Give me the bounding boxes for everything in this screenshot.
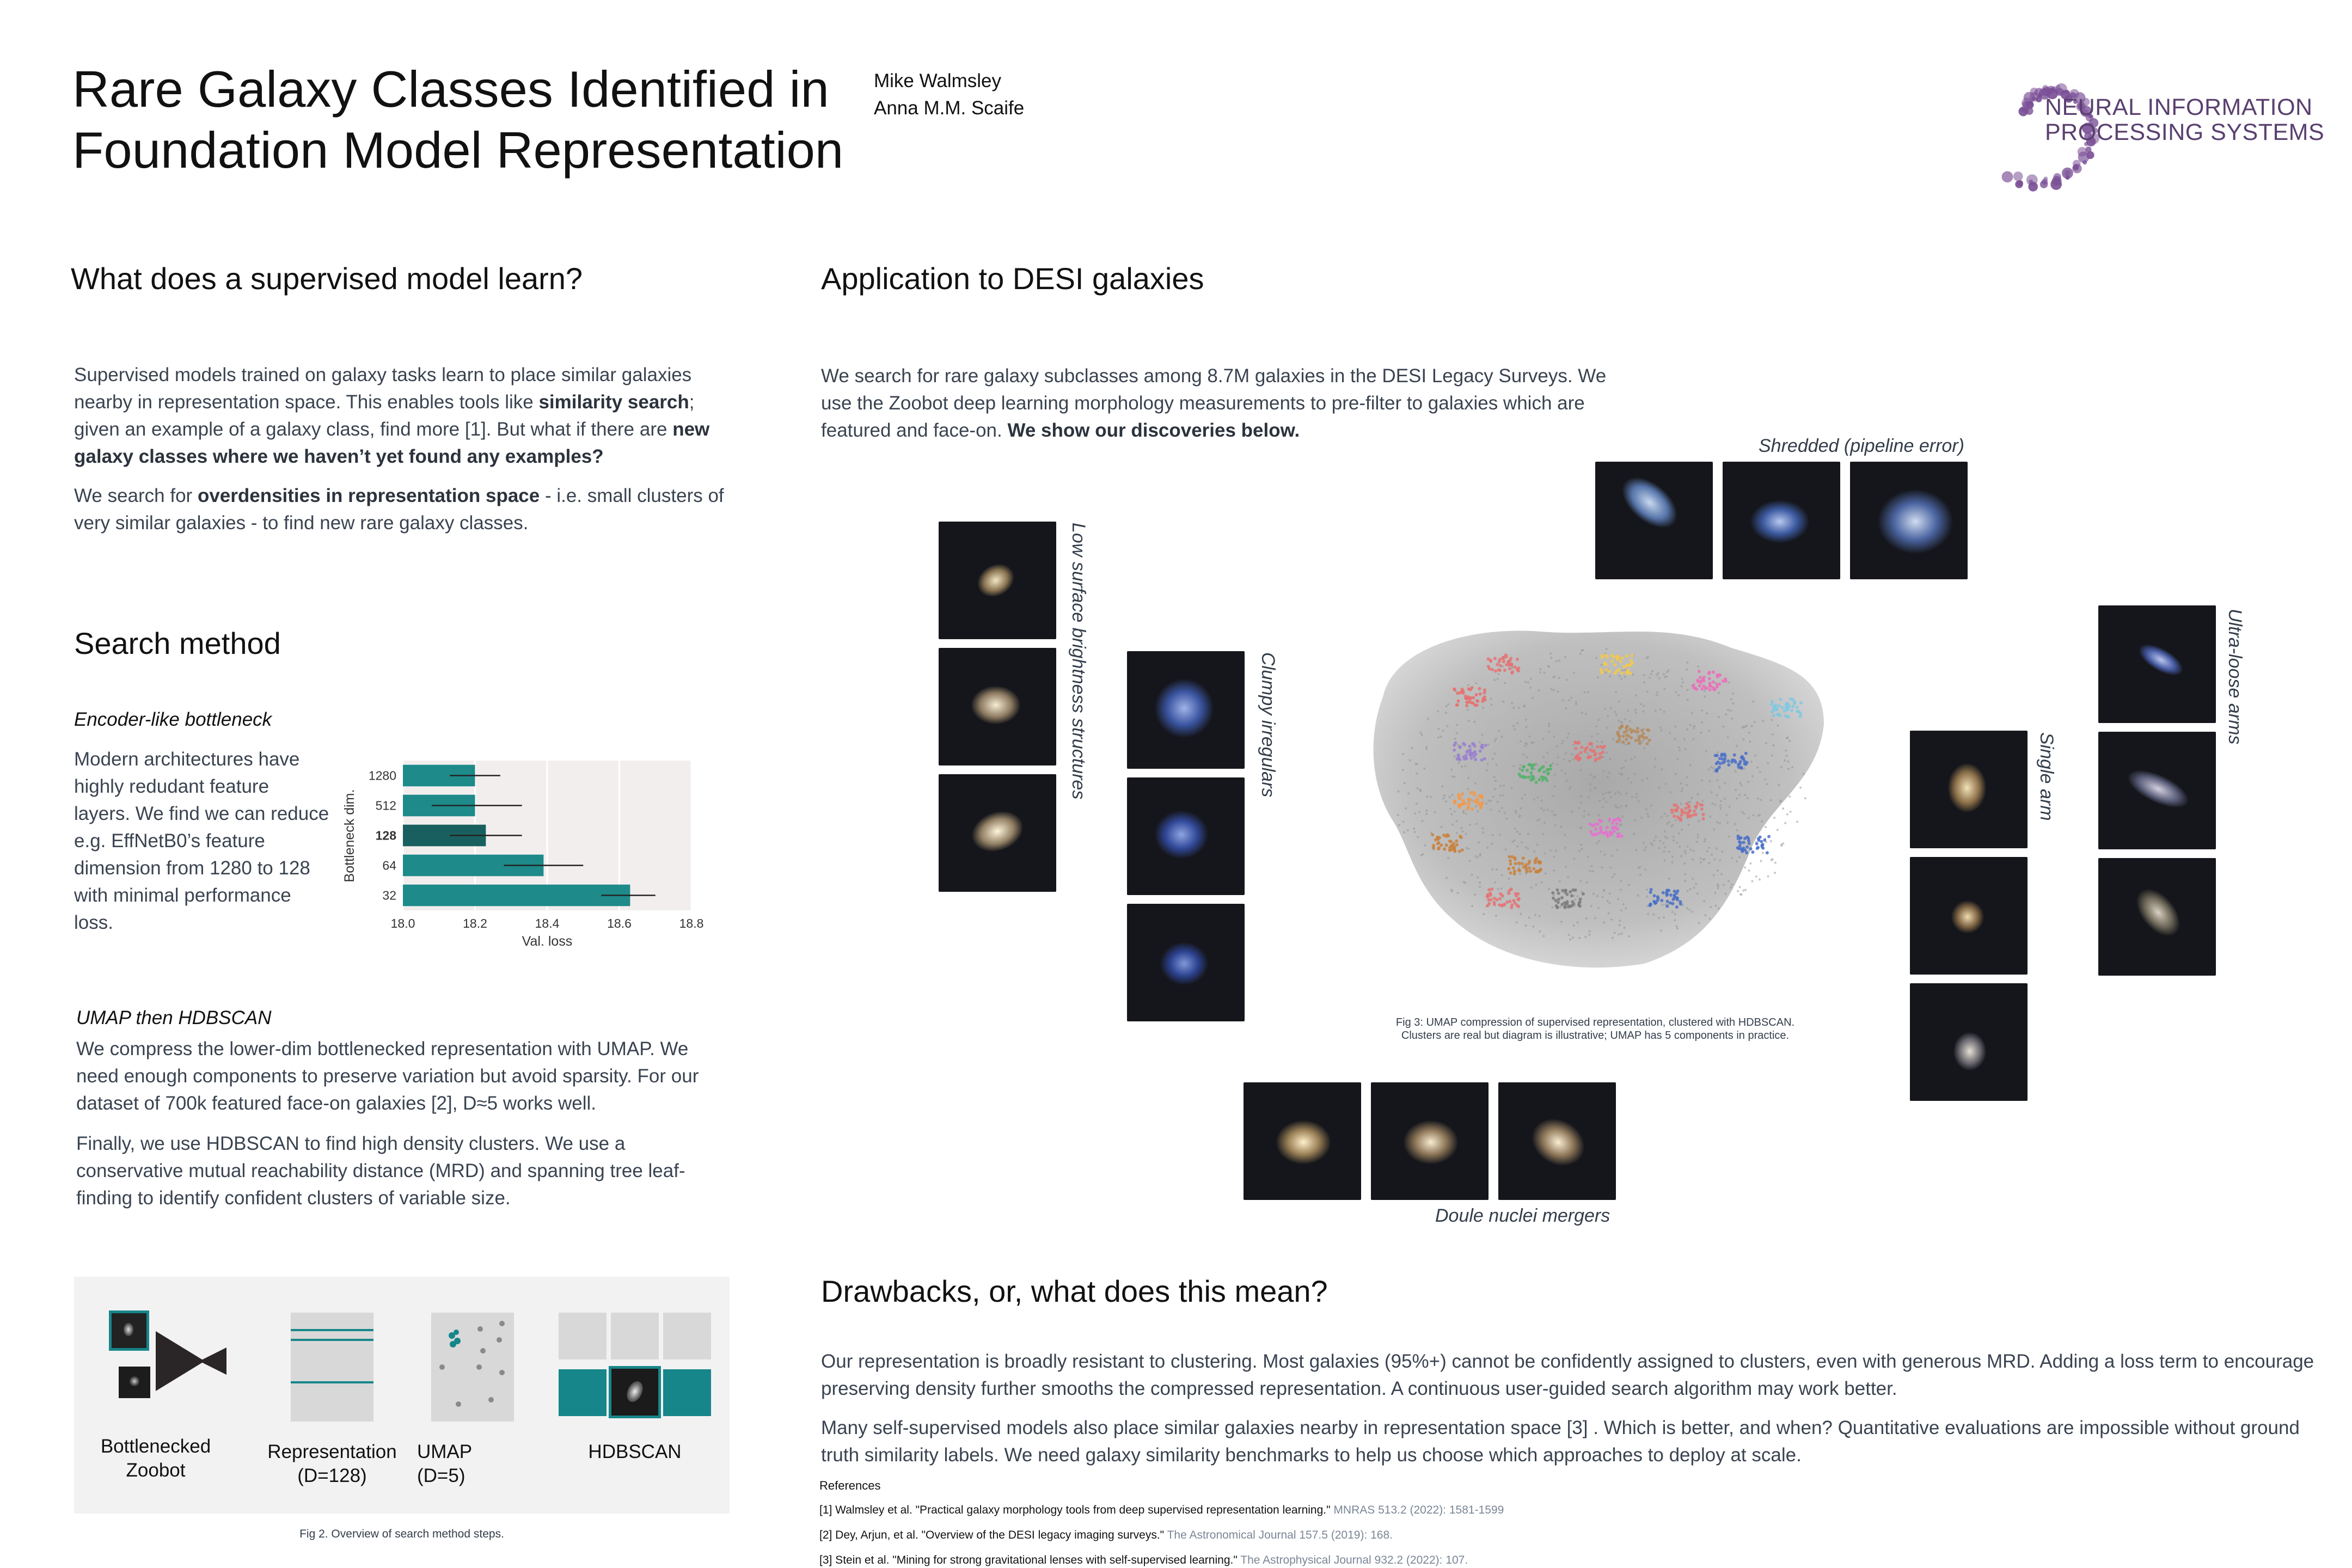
chart-xlabel: Val. loss [522, 934, 573, 949]
umap-scatter-block [431, 1313, 514, 1422]
section-title-search-method: Search method [74, 626, 281, 660]
galaxy-merger-1 [1244, 1082, 1361, 1200]
fig3-caption [1361, 1016, 1829, 1042]
author-1: Mike Walmsley [874, 70, 1001, 91]
galaxy-ultra-loose-1 [2098, 605, 2216, 723]
umap-paragraph-2: Finally, we use HDBSCAN to find high density clusters. We use a conservative mutual reachability distance (MRD) and spanning tree leaf-finding to identify confident clusters of variable size. [76, 1133, 685, 1209]
supervised-paragraph-2: We search for overdensities in representation space - i.e. small clusters of very similar galaxies - to find new rare galaxy classes. [74, 485, 724, 534]
subheading-bottleneck: Encoder-like bottleneck [74, 709, 272, 730]
fig2-caption: Fig 2. Overview of search method steps. [299, 1528, 504, 1540]
chart-ytick-label: 64 [382, 858, 396, 873]
method-diagram [74, 1277, 730, 1514]
neurips-logo [1971, 44, 2325, 196]
galaxy-merger-3 [1498, 1082, 1616, 1200]
reference-2-journal: The Astronomical Journal 157.5 (2019): 168. [1167, 1529, 1393, 1541]
authors [874, 68, 1024, 122]
drawbacks-paragraph-1: Our representation is broadly resistant to clustering. Most galaxies (95%+) cannot be confidently assigned to clusters, even with generous MRD. Adding a loss term to encourage preserving density further smooths the compressed representation. A continuous user-guided search algorithm may work better. [821, 1351, 2314, 1399]
logo-line-1: NEURAL INFORMATION [2045, 94, 2313, 120]
chart-xtick-label: 18.2 [463, 916, 487, 930]
drawbacks-paragraph-2: Many self-supervised models also place similar galaxies nearby in representation space [3] . Which is better, and when? Quantitative evaluations are impossible without ground truth similarity labels. We need galaxy similarity benchmarks to help us choose which approaches to deploy at scale. [821, 1417, 2300, 1466]
chart-ytick-label: 128 [375, 828, 396, 843]
supervised-paragraph-1: Supervised models trained on galaxy tasks learn to place similar galaxies nearby in representation space. This enables tools like similarity search; given an example of a galaxy class, find more [1]. But what if there are new galaxy classes where we haven’t yet found any examples? [74, 364, 710, 467]
galaxy-ultra-loose-2 [2098, 732, 2216, 849]
bottleneck-chart [338, 754, 719, 950]
label-mergers: Doule nuclei mergers [1435, 1205, 1610, 1226]
reference-2 [819, 1529, 1504, 1542]
label-clumpy: Clumpy irregulars [1258, 652, 1278, 798]
output-galaxy-thumbnail [119, 1367, 150, 1398]
galaxy-clumpy-1 [1127, 651, 1245, 769]
fig3-caption-line-1: Fig 3: UMAP compression of supervised representation, clustered with HDBSCAN. [1395, 1016, 1795, 1028]
galaxy-ultra-loose-3 [2098, 858, 2216, 976]
label-lsb: Low surface brightness structures [1068, 523, 1089, 800]
title-line-1: Rare Galaxy Classes Identified in [72, 60, 829, 118]
galaxy-single-arm-2 [1910, 857, 2028, 975]
reference-1-text: [1] Walmsley et al. "Practical galaxy morphology tools from deep supervised representation learning." [819, 1504, 1334, 1516]
galaxy-shredded-2 [1723, 462, 1840, 579]
diagram-label-zoobot: Bottlenecked Zoobot [100, 1436, 211, 1481]
references-title: References [819, 1479, 881, 1492]
galaxy-lsb-3 [939, 774, 1056, 892]
poster-title [72, 59, 843, 181]
galaxy-lsb-1 [939, 522, 1056, 639]
galaxy-shredded-3 [1850, 462, 1968, 579]
galaxy-single-arm-1 [1910, 731, 2028, 848]
label-single-arm: Single arm [2036, 732, 2057, 821]
galaxy-lsb-2 [939, 648, 1056, 765]
umap-cluster-figure [1361, 615, 1829, 975]
galaxy-shredded-1 [1595, 462, 1713, 579]
chart-xtick-label: 18.8 [679, 916, 704, 930]
label-shredded: Shredded (pipeline error) [1759, 436, 1964, 456]
diagram-label-hdbscan: HDBSCAN [588, 1441, 682, 1462]
section-title-desi: Application to DESI galaxies [821, 261, 1204, 296]
chart-ytick-label: 32 [382, 888, 396, 903]
representation-block [291, 1313, 373, 1422]
reference-1 [819, 1504, 1504, 1517]
author-2: Anna M.M. Scaife [874, 97, 1025, 119]
fig3-caption-line-2: Clusters are real but diagram is illustrative; UMAP has 5 components in practice. [1401, 1030, 1790, 1042]
chart-ytick-label: 1280 [368, 768, 396, 783]
galaxy-single-arm-3 [1910, 983, 2028, 1101]
bottleneck-paragraph: Modern architectures have highly redudant feature layers. We find we can reduce e.g. EffNetB0’s feature dimension from 1280 to 128 with minimal performance loss. [74, 749, 329, 933]
section-title-supervised: What does a supervised model learn? [71, 261, 583, 296]
diagram-label-representation: Representation (D=128) [267, 1441, 397, 1486]
reference-1-journal: MNRAS 513.2 (2022): 1581-1599 [1333, 1504, 1504, 1516]
galaxy-clumpy-3 [1127, 904, 1245, 1021]
references-list [819, 1504, 1504, 1567]
galaxy-clumpy-2 [1127, 777, 1245, 895]
hdbscan-block [559, 1313, 711, 1422]
chart-bar-32 [403, 885, 630, 906]
reference-3-journal: The Astrophysical Journal 932.2 (2022): 107. [1240, 1554, 1468, 1566]
chart-xtick-label: 18.0 [390, 916, 415, 930]
chart-xtick-label: 18.4 [535, 916, 560, 930]
galaxy-merger-2 [1371, 1082, 1489, 1200]
section-title-drawbacks: Drawbacks, or, what does this mean? [821, 1274, 1328, 1308]
label-ultra-loose: Ultra-loose arms [2225, 609, 2245, 745]
logo-line-2: PROCESSING SYSTEMS [2045, 119, 2325, 145]
diagram-label-umap: UMAP (D=5) [417, 1441, 473, 1486]
subheading-umap: UMAP then HDBSCAN [76, 1007, 272, 1028]
reference-3 [819, 1554, 1504, 1567]
chart-xtick-label: 18.6 [607, 916, 632, 930]
reference-3-text: [3] Stein et al. "Mining for strong gravitational lenses with self-supervised learning." [819, 1554, 1241, 1566]
input-galaxy-thumbnail [109, 1310, 149, 1351]
chart-ylabel: Bottleneck dim. [342, 789, 357, 883]
bottleneck-icon [156, 1331, 226, 1391]
desi-paragraph: We search for rare galaxy subclasses among 8.7M galaxies in the DESI Legacy Surveys. We use the Zoobot deep learning morphology measurements to pre-filter to galaxies which are featured and face-on. We show our discoveries below. [821, 365, 1607, 441]
umap-paragraph-1: We compress the lower-dim bottlenecked representation with UMAP. We need enough components to preserve variation but avoid sparsity. For our dataset of 700k featured face-on galaxies [2], D≈5 works well. [76, 1038, 699, 1114]
reference-2-text: [2] Dey, Arjun, et al. "Overview of the DESI legacy imaging surveys." [819, 1529, 1167, 1541]
title-line-2: Foundation Model Representation [72, 121, 844, 179]
chart-ytick-label: 512 [375, 798, 396, 813]
